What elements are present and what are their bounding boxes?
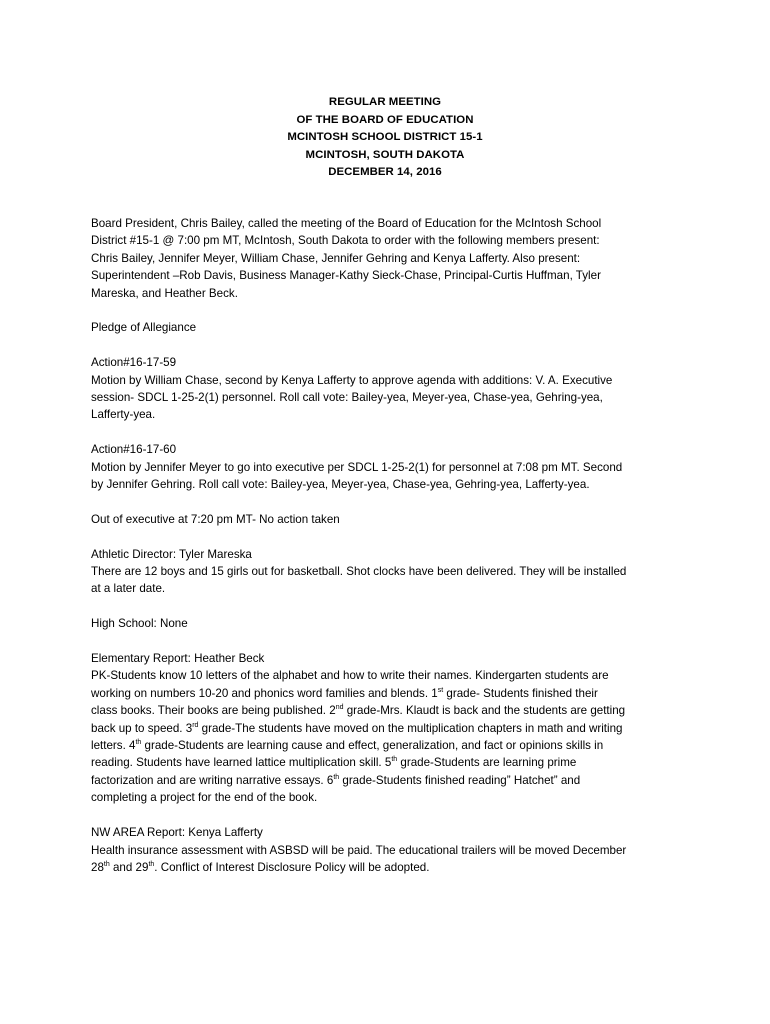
action-59-id: Action#16-17-59 xyxy=(91,356,177,370)
ordinal-superscript: th xyxy=(148,861,155,869)
intro-line: Mareska, and Heather Beck. xyxy=(91,286,238,300)
nw-area-paragraph xyxy=(91,824,691,876)
action-59-line: session- SDCL 1-25-2(1) personnel. Roll call vote: Bailey-yea, Meyer-yea, Chase-yea, Gehring-yea, xyxy=(91,391,603,405)
header-line-location: MCINTOSH, SOUTH DAKOTA xyxy=(305,148,465,161)
out-of-executive-text: Out of executive at 7:20 pm MT- No action taken xyxy=(91,512,340,526)
intro-line: Chris Bailey, Jennifer Meyer, William Chase, Jennifer Gehring and Kenya Lafferty. Also present: xyxy=(91,251,581,265)
ordinal-superscript: rd xyxy=(192,721,199,729)
document-header xyxy=(0,94,770,182)
nw-area-line: Health insurance assessment with ASBSD will be paid. The educational trailers will be moved December xyxy=(91,843,627,857)
elementary-line: completing a project for the end of the book. xyxy=(91,791,318,805)
intro-line: Board President, Chris Bailey, called the meeting of the Board of Education for the McIntosh School xyxy=(91,217,602,230)
high-school-paragraph xyxy=(91,615,691,632)
elementary-line: working on numbers 10-20 and phonics word families and blends. 1st grade- Students finished their xyxy=(91,686,598,700)
intro-paragraph xyxy=(91,215,691,302)
elementary-line: letters. 4th grade-Students are learning cause and effect, generalization, and fact or opinions skills in xyxy=(91,739,604,753)
elementary-paragraph xyxy=(91,650,691,807)
ordinal-superscript: nd xyxy=(335,704,344,712)
action-59-line: Motion by William Chase, second by Kenya Lafferty to approve agenda with additions: V. A. Executive xyxy=(91,373,613,387)
pledge-text: Pledge of Allegiance xyxy=(91,321,197,335)
header-line-district: MCINTOSH SCHOOL DISTRICT 15-1 xyxy=(287,131,483,144)
nw-area-heading: NW AREA Report: Kenya Lafferty xyxy=(91,826,263,840)
athletic-heading: Athletic Director: Tyler Mareska xyxy=(91,547,252,561)
action-60-id: Action#16-17-60 xyxy=(91,443,177,457)
nw-area-line: 28th and 29th. Conflict of Interest Disclosure Policy will be adopted. xyxy=(91,860,430,874)
header-line-board: OF THE BOARD OF EDUCATION xyxy=(296,113,474,126)
high-school-text: High School: None xyxy=(91,617,188,631)
action-59-line: Lafferty-yea. xyxy=(91,408,156,422)
elementary-heading: Elementary Report: Heather Beck xyxy=(91,652,265,666)
elementary-line: back up to speed. 3rd grade-The students have moved on the multiplication chapters in math and writing xyxy=(91,721,623,735)
out-of-executive-paragraph xyxy=(91,511,691,528)
elementary-line: factorization and are writing narrative essays. 6th grade-Students finished reading” Hatchet” and xyxy=(91,773,581,787)
elementary-line: PK-Students know 10 letters of the alphabet and how to write their names. Kindergarten students are xyxy=(91,669,609,683)
pledge-paragraph xyxy=(91,319,691,336)
athletic-paragraph xyxy=(91,546,691,598)
ordinal-superscript: th xyxy=(333,774,340,782)
elementary-line: class books. Their books are being published. 2nd grade-Mrs. Klaudt is back and the students are getting xyxy=(91,704,626,718)
elementary-line: reading. Students have learned lattice multiplication skill. 5th grade-Students are learning prime xyxy=(91,756,577,770)
document-body xyxy=(91,215,691,894)
header-line-date: DECEMBER 14, 2016 xyxy=(328,166,442,179)
ordinal-superscript: th xyxy=(135,739,142,747)
action-60-line: by Jennifer Gehring. Roll call vote: Bailey-yea, Meyer-yea, Chase-yea, Gehring-yea, Lafferty-yea. xyxy=(91,478,590,492)
action-60-paragraph xyxy=(91,441,691,493)
header-line-meeting-type: REGULAR MEETING xyxy=(328,96,442,108)
action-60-line: Motion by Jennifer Meyer to go into executive per SDCL 1-25-2(1) for personnel at 7:08 pm MT. Second xyxy=(91,460,623,474)
action-59-paragraph xyxy=(91,354,691,424)
ordinal-superscript: th xyxy=(103,861,110,869)
ordinal-superscript: st xyxy=(437,687,444,694)
ordinal-superscript: th xyxy=(391,756,398,764)
intro-line: District #15-1 @ 7:00 pm MT, McIntosh, South Dakota to order with the following members present: xyxy=(91,234,600,248)
intro-line: Superintendent –Rob Davis, Business Manager-Kathy Sieck-Chase, Principal-Curtis Huffman, Tyler xyxy=(91,269,601,283)
athletic-line: at a later date. xyxy=(91,582,166,596)
athletic-line: There are 12 boys and 15 girls out for basketball. Shot clocks have been delivered. They will be installed xyxy=(91,565,627,579)
